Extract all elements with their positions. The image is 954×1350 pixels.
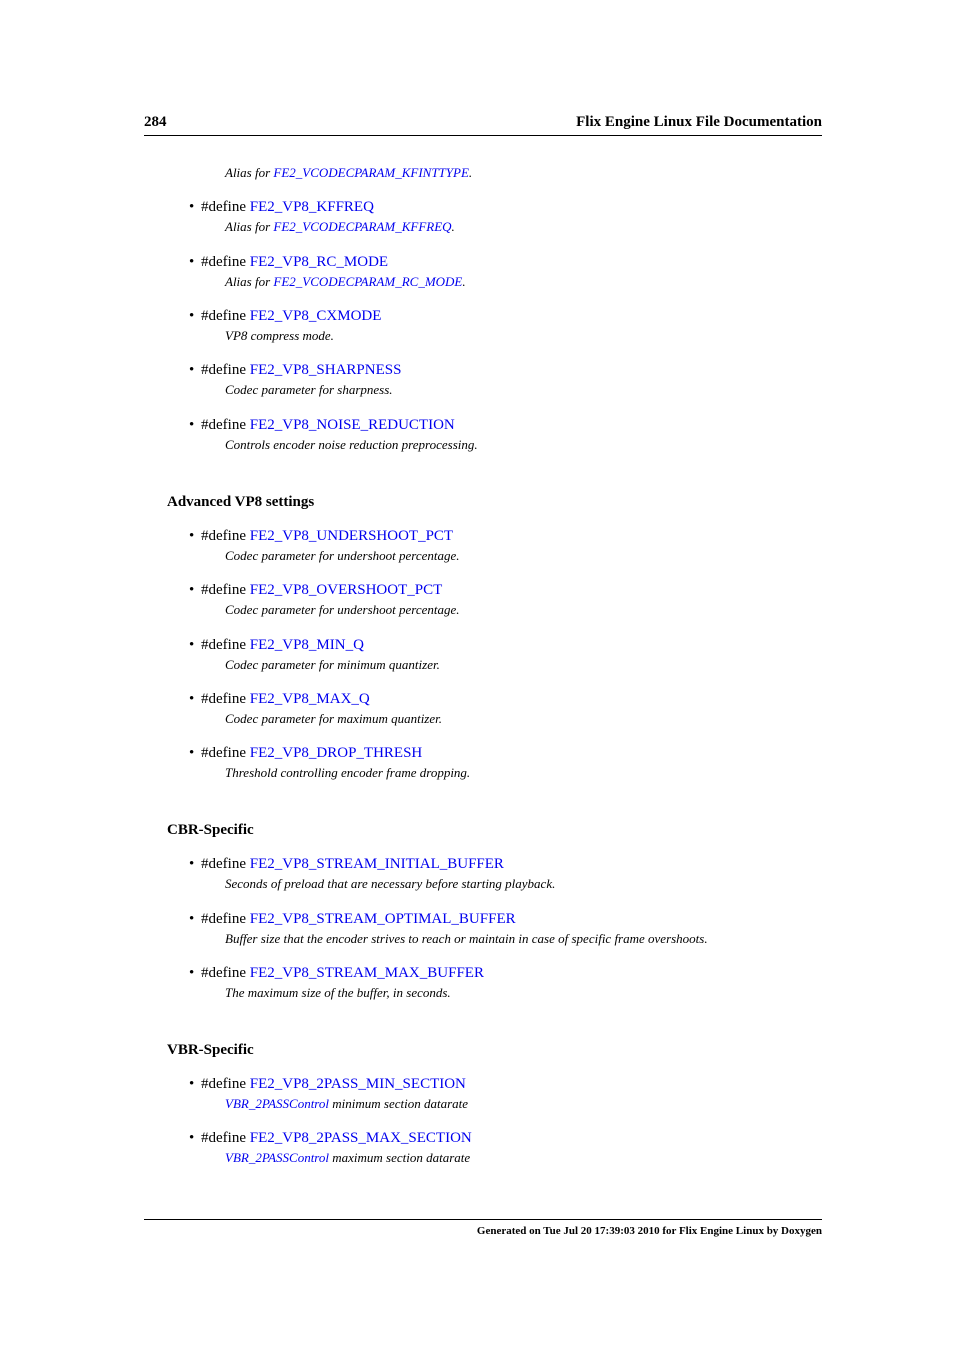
define-item [189,360,809,399]
define-link[interactable]: FE2_VP8_NOISE_REDUCTION [249,417,455,433]
define-item [189,580,809,619]
bullet: • [189,1130,195,1146]
define-link[interactable]: FE2_VP8_STREAM_OPTIMAL_BUFFER [249,911,516,927]
define-description: Codec parameter for undershoot percentage. [225,548,460,563]
define-description: Alias for FE2_VCODECPARAM_KFFREQ. [225,219,455,234]
define-keyword: #define [201,362,250,378]
bullet: • [189,199,195,215]
define-keyword: #define [201,1130,250,1146]
define-keyword: #define [201,1076,250,1092]
define-keyword: #define [201,417,250,433]
description-link[interactable]: FE2_VCODECPARAM_RC_MODE [273,274,463,289]
footer-text: Generated on Tue Jul 20 17:39:03 2010 for Flix Engine Linux by Doxygen [476,1225,822,1237]
define-link[interactable]: FE2_VP8_CXMODE [249,308,382,324]
define-keyword: #define [201,856,250,872]
define-item [189,306,809,345]
define-item [189,415,809,454]
bullet: • [189,691,195,707]
define-link[interactable]: FE2_VP8_STREAM_MAX_BUFFER [249,965,484,981]
define-link[interactable]: FE2_VP8_RC_MODE [249,254,389,270]
page-number: 284 [144,114,167,130]
bullet: • [189,528,195,544]
define-keyword: #define [201,582,250,598]
define-item [189,743,809,782]
define-link[interactable]: FE2_VP8_MIN_Q [249,637,364,653]
define-keyword: #define [201,528,250,544]
define-link[interactable]: FE2_VP8_DROP_THRESH [249,745,423,761]
define-description: The maximum size of the buffer, in seconds. [225,985,451,1000]
define-link[interactable]: FE2_VP8_2PASS_MIN_SECTION [249,1076,466,1092]
bullet: • [189,965,195,981]
define-link[interactable]: FE2_VP8_SHARPNESS [249,362,402,378]
define-item [189,1074,809,1113]
define-item [189,909,809,948]
define-description: Codec parameter for sharpness. [225,382,393,397]
bullet: • [189,1076,195,1092]
description-link[interactable]: FE2_VCODECPARAM_KFFREQ [273,219,452,234]
description-prefix: Alias for [225,165,274,180]
description-link[interactable]: VBR_2PASSControl [225,1096,329,1111]
bullet: • [189,417,195,433]
bullet: • [189,911,195,927]
define-description: Codec parameter for minimum quantizer. [225,657,440,672]
define-link[interactable]: FE2_VP8_2PASS_MAX_SECTION [249,1130,472,1146]
description-link[interactable]: VBR_2PASSControl [225,1150,329,1165]
define-item [189,526,809,565]
continued-description [225,165,472,181]
page-header [144,113,822,136]
define-item [189,252,809,291]
bullet: • [189,254,195,270]
section-title-vbr-specific: VBR-Specific [167,1042,254,1058]
section-title-cbr-specific: CBR-Specific [167,822,254,838]
define-keyword: #define [201,745,250,761]
bullet: • [189,637,195,653]
bullet: • [189,856,195,872]
define-keyword: #define [201,911,250,927]
define-description: Alias for FE2_VCODECPARAM_RC_MODE. [225,274,466,289]
define-description: Seconds of preload that are necessary before starting playback. [225,876,556,891]
document-title: Flix Engine Linux File Documentation [576,114,822,130]
define-link[interactable]: FE2_VP8_STREAM_INITIAL_BUFFER [249,856,504,872]
define-description: VBR_2PASSControl maximum section datarate [225,1150,471,1165]
define-description: VBR_2PASSControl minimum section datarate [225,1096,469,1111]
bullet: • [189,745,195,761]
define-keyword: #define [201,691,250,707]
define-item [189,635,809,674]
define-description: Buffer size that the encoder strives to reach or maintain in case of specific frame overshoots. [225,931,708,946]
define-link[interactable]: FE2_VP8_UNDERSHOOT_PCT [249,528,454,544]
define-keyword: #define [201,965,250,981]
description-suffix: . [468,165,473,180]
define-keyword: #define [201,254,250,270]
section-title-advanced-vp8: Advanced VP8 settings [167,494,315,510]
define-item [189,689,809,728]
define-description: Controls encoder noise reduction preprocessing. [225,437,478,452]
define-keyword: #define [201,637,250,653]
page-footer [144,1219,822,1237]
define-description: Codec parameter for undershoot percentage. [225,602,460,617]
define-item [189,854,809,893]
define-description: Threshold controlling encoder frame dropping. [225,765,471,780]
bullet: • [189,308,195,324]
define-description: VP8 compress mode. [225,328,334,343]
bullet: • [189,582,195,598]
define-keyword: #define [201,199,250,215]
define-keyword: #define [201,308,250,324]
define-item [189,963,809,1002]
description-link[interactable]: FE2_VCODECPARAM_KFINTTYPE [273,165,469,180]
define-description: Codec parameter for maximum quantizer. [225,711,443,726]
define-item [189,1128,809,1167]
define-link[interactable]: FE2_VP8_OVERSHOOT_PCT [249,582,443,598]
define-link[interactable]: FE2_VP8_MAX_Q [249,691,370,707]
define-link[interactable]: FE2_VP8_KFFREQ [249,199,374,215]
define-item [189,197,809,236]
bullet: • [189,362,195,378]
